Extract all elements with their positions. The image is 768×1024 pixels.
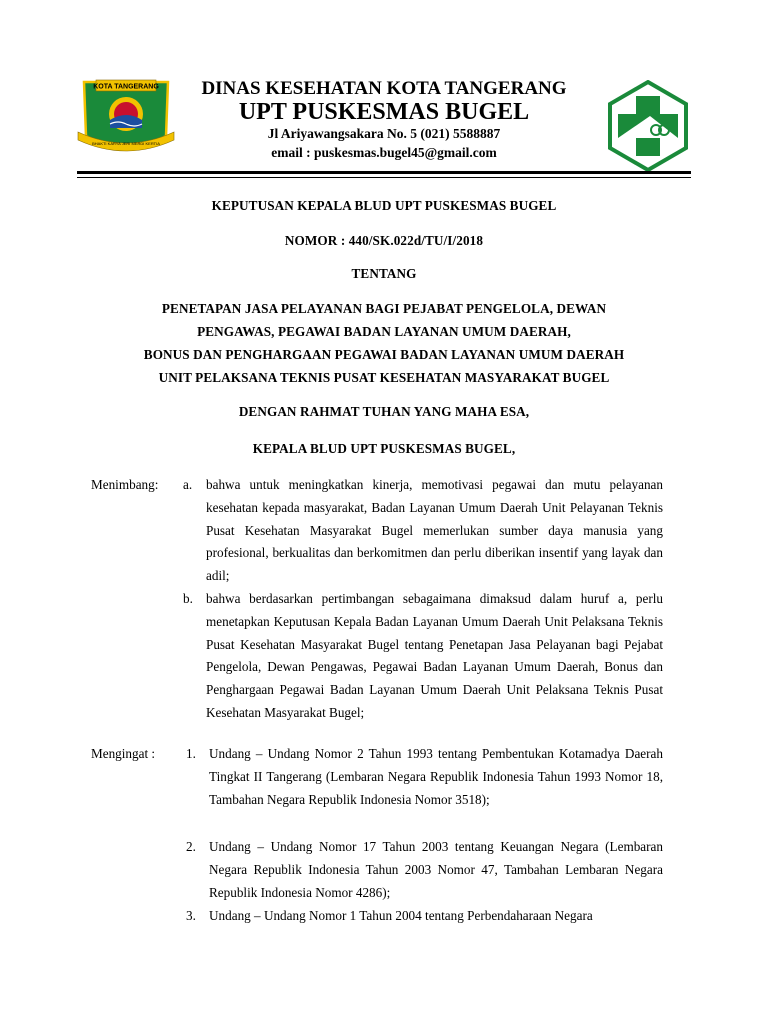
- logo-banner-text: KOTA TANGERANG: [93, 83, 159, 91]
- subject-line-2: PENGAWAS, PEGAWAI BADAN LAYANAN UMUM DAERAH,: [197, 324, 571, 339]
- subject-line-1: PENETAPAN JASA PELAYANAN BAGI PEJABAT PENGELOLA, DEWAN: [161, 301, 607, 316]
- menimbang-marker-a: a.: [183, 477, 193, 492]
- institution-name: UPT PUSKESMAS BUGEL: [238, 99, 530, 125]
- decree-number: NOMOR : 440/SK.022d/TU/I/2018: [284, 233, 484, 248]
- mengingat-marker-2: 2.: [186, 839, 196, 854]
- menimbang-item-a: [206, 474, 663, 588]
- mengingat-item-1: [209, 743, 663, 811]
- grace-line: DENGAN RAHMAT TUHAN YANG MAHA ESA,: [238, 404, 530, 419]
- mengingat-label: Mengingat :: [91, 746, 156, 761]
- subject-line-4: UNIT PELAKSANA TEKNIS PUSAT KESEHATAN MASYARAKAT BUGEL: [158, 370, 610, 385]
- menimbang-item-b-text: bahwa berdasarkan pertimbangan sebagaimana dimaksud dalam huruf a, perlu menetapkan Keputusan Kepala Badan Layanan Umum Daerah Unit Pelaksana Teknis Pusat Kesehatan Masyarakat Bugel tentang Penetapan Jasa Pelayanan bagi Pejabat Pengelola, Dewan Pengawas, Pegawai Badan Layanan Umum Daerah, Bonus dan Penghargaan Pegawai Badan Layanan Umum Daerah Unit Pelaksana Teknis Pusat Kesehatan Masyarakat Bugel;: [206, 591, 663, 720]
- mengingat-marker-3: 3.: [186, 908, 196, 923]
- decree-title: KEPUTUSAN KEPALA BLUD UPT PUSKESMAS BUGEL: [211, 198, 557, 213]
- address-line: Jl Ariyawangsakara No. 5 (021) 5588887: [267, 126, 501, 141]
- header-rule-thick: [77, 171, 691, 174]
- mengingat-item-1-text: Undang – Undang Nomor 2 Tahun 1993 tentang Pembentukan Kotamadya Daerah Tingkat II Tangerang (Lembaran Negara Republik Indonesia Tahun 1993 Nomor 18, Tambahan Negara Republik Indonesia Nomor 3518);: [209, 746, 663, 807]
- mengingat-item-2: [209, 836, 663, 904]
- menimbang-label: Menimbang:: [91, 477, 159, 492]
- mengingat-item-3: [209, 905, 663, 928]
- mengingat-marker-1: 1.: [186, 746, 196, 761]
- about-heading: TENTANG: [351, 266, 417, 281]
- menimbang-item-a-text: bahwa untuk meningkatkan kinerja, memotivasi pegawai dan mutu pelayanan kesehatan kepada masyarakat, Badan Layanan Umum Daerah Unit Pelayanan Teknis Pusat Kesehatan Masyarakat Bugel memerlukan sumber daya manusia yang profesional, berkualitas dan berkomitmen dan perlu diberikan insentif yang layak dan adil;: [206, 477, 663, 584]
- menimbang-item-b: [206, 588, 663, 725]
- logo-motto-text: BHAKTI KARYA JERI MERDI KERTIA: [92, 141, 160, 146]
- header-rule-thin: [77, 177, 691, 178]
- agency-name: DINAS KESEHATAN KOTA TANGERANG: [201, 78, 567, 99]
- mengingat-item-2-text: Undang – Undang Nomor 17 Tahun 2003 tentang Keuangan Negara (Lembaran Negara Republik Indonesia Tahun 2003 Nomor 47, Tambahan Lembaran Negara Republik Indonesia Nomor 4286);: [209, 839, 663, 900]
- mengingat-item-3-text: Undang – Undang Nomor 1 Tahun 2004 tentang Perbendaharaan Negara: [209, 908, 593, 923]
- head-line: KEPALA BLUD UPT PUSKESMAS BUGEL,: [252, 441, 516, 456]
- subject-line-3: BONUS DAN PENGHARGAAN PEGAWAI BADAN LAYANAN UMUM DAERAH: [143, 347, 625, 362]
- menimbang-marker-b: b.: [183, 591, 193, 606]
- email-line: email : puskesmas.bugel45@gmail.com: [271, 145, 497, 160]
